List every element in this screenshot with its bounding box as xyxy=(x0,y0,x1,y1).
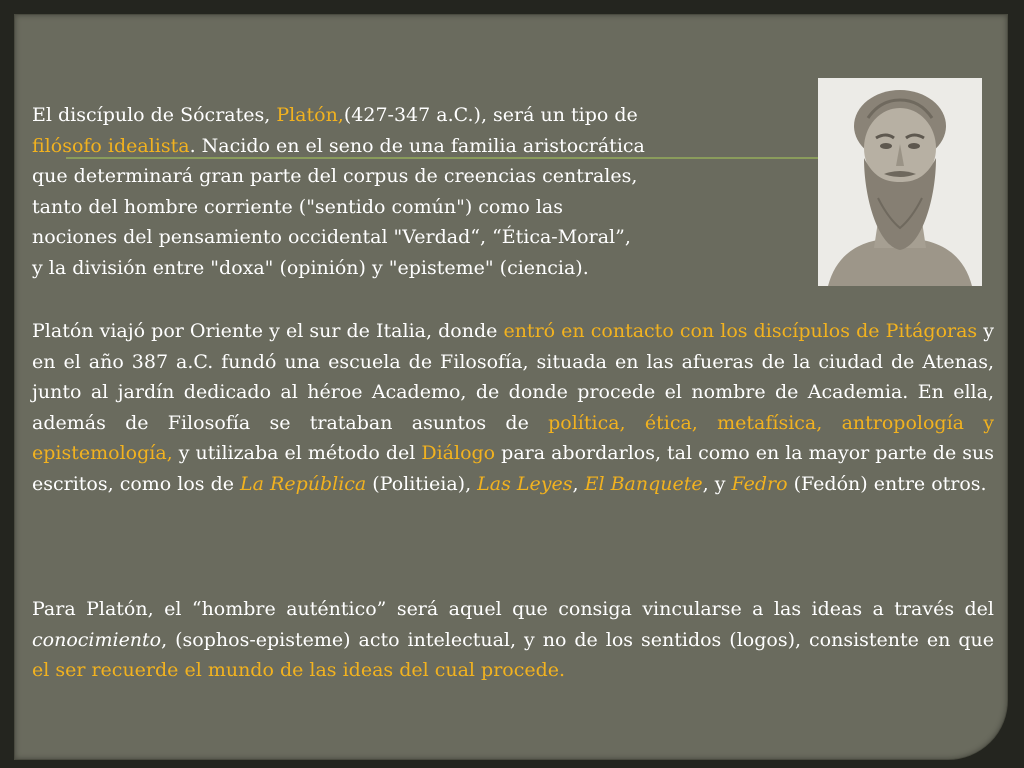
highlight-pitagoras: entró en contacto con los discípulos de Pitágoras xyxy=(503,320,978,342)
intro-line-2: filósofo idealista. Nacido en el seno de una familia aristocrática xyxy=(32,134,645,157)
highlight-subjects: política, ética, metafísica, antropología y epistemología, xyxy=(32,411,994,464)
highlight-platon: Platón, xyxy=(276,104,344,126)
intro-line-4: tanto del hombre corriente ("sentido común") como las xyxy=(32,195,564,218)
highlight-las-leyes: Las Leyes xyxy=(477,472,573,495)
authentic-man-paragraph: Para Platón, el “hombre auténtico” será aquel que consiga vincularse a las ideas a través del conocimiento, (sophos-episteme) acto intelectual, y no de los sentidos (logos), consistente en que el ser recuerde el mundo de las ideas del cual procede. xyxy=(32,598,994,681)
intro-line-6: y la división entre "doxa" (opinión) y "episteme" (ciencia). xyxy=(32,256,589,279)
highlight-fedro: Fedro xyxy=(731,472,788,495)
highlight-filosofo-idealista: filósofo idealista xyxy=(32,134,190,157)
highlight-el-banquete: El Banquete xyxy=(584,472,703,495)
highlight-recuerde: el ser recuerde el mundo de las ideas del cual procede. xyxy=(32,659,566,681)
intro-paragraph xyxy=(32,100,812,283)
intro-line-5: nociones del pensamiento occidental "Verdad“, “Ética-Moral”, xyxy=(32,226,631,248)
plato-bust-icon xyxy=(818,78,982,286)
intro-line-3: que determinará gran parte del corpus de creencias centrales, xyxy=(32,165,638,187)
italic-conocimiento: conocimiento xyxy=(32,628,162,651)
highlight-dialogo: Diálogo xyxy=(421,442,496,464)
highlight-la-republica: La República xyxy=(240,472,367,495)
intro-line-1: El discípulo de Sócrates, Platón,(427-347 a.C.), será un tipo de xyxy=(32,104,638,126)
academy-paragraph: Platón viajó por Oriente y el sur de Italia, donde entró en contacto con los discípulos de Pitágoras y en el año 387 a.C. fundó una escuela de Filosofía, situada en las afueras de la ciudad de Atenas, junto al jardín dedicado al héroe Academo, de donde procede el nombre de Academia. En ella, además de Filosofía se trataban asuntos de política, ética, metafísica, antropología y epistemología, y utilizaba el método del Diálogo para abordarlos, tal como en la mayor parte de sus escritos, como los de La República (Politieia), Las Leyes, El Banquete, y Fedro (Fedón) entre otros. xyxy=(32,320,994,495)
